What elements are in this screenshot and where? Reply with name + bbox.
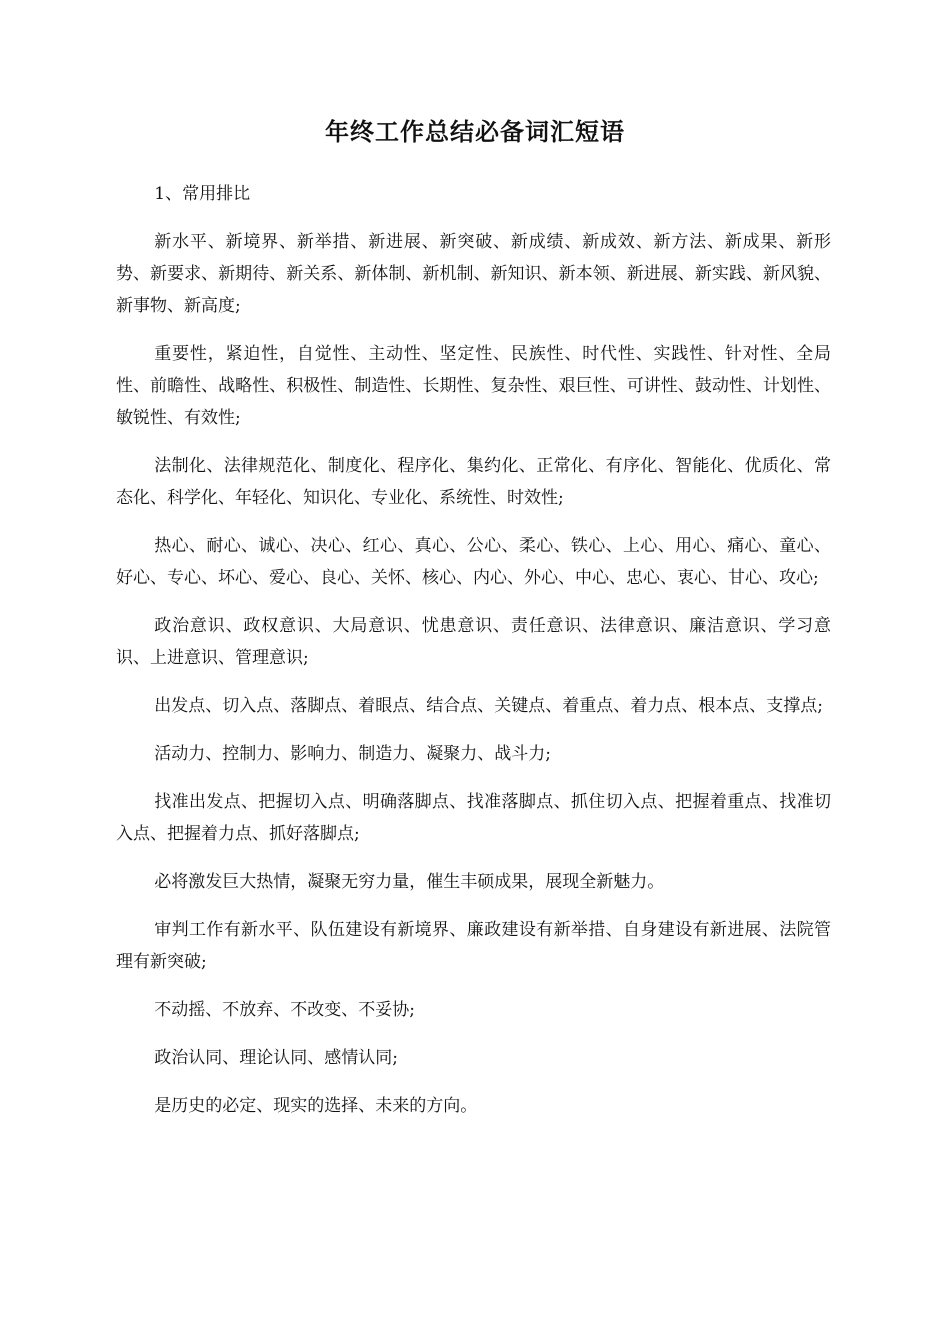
paragraph-7: 活动力、控制力、影响力、制造力、凝聚力、战斗力; <box>154 744 551 764</box>
paragraph-6: 出发点、切入点、落脚点、着眼点、结合点、关键点、着重点、着力点、根本点、支撑点; <box>154 696 823 716</box>
paragraph-13: 是历史的必定、现实的选择、未来的方向。 <box>154 1096 478 1116</box>
paragraph-9: 必将激发巨大热情，凝聚无穷力量，催生丰硕成果，展现全新魅力。 <box>154 872 665 892</box>
document-title: 年终工作总结必备词汇短语 <box>325 118 625 146</box>
paragraph-10: 审判工作有新水平、队伍建设有新境界、廉政建设有新举措、自身建设有新进展、法院管理有新突破; <box>116 920 831 972</box>
document-body <box>116 178 831 1138</box>
paragraph-1: 新水平、新境界、新举措、新进展、新突破、新成绩、新成效、新方法、新成果、新形势、新要求、新期待、新关系、新体制、新机制、新知识、新本领、新进展、新实践、新风貌、新事物、新高度; <box>116 232 831 316</box>
paragraph-4: 热心、耐心、诚心、决心、红心、真心、公心、柔心、铁心、上心、用心、痛心、童心、好心、专心、坏心、爱心、良心、关怀、核心、内心、外心、中心、忠心、衷心、甘心、攻心; <box>116 536 831 588</box>
paragraph-3: 法制化、法律规范化、制度化、程序化、集约化、正常化、有序化、智能化、优质化、常态化、科学化、年轻化、知识化、专业化、系统性、时效性; <box>116 456 831 508</box>
paragraph-5: 政治意识、政权意识、大局意识、忧患意识、责任意识、法律意识、廉洁意识、学习意识、上进意识、管理意识; <box>116 616 831 668</box>
paragraph-12: 政治认同、理论认同、感情认同; <box>154 1048 398 1068</box>
paragraph-2: 重要性，紧迫性，自觉性、主动性、坚定性、民族性、时代性、实践性、针对性、全局性、前瞻性、战略性、积极性、制造性、长期性、复杂性、艰巨性、可讲性、鼓动性、计划性、敏锐性、有效性; <box>116 344 831 428</box>
paragraph-11: 不动摇、不放弃、不改变、不妥协; <box>154 1000 415 1020</box>
section-heading: 1、常用排比 <box>154 184 251 204</box>
paragraph-8: 找准出发点、把握切入点、明确落脚点、找准落脚点、抓住切入点、把握着重点、找准切入点、把握着力点、抓好落脚点; <box>116 792 831 844</box>
